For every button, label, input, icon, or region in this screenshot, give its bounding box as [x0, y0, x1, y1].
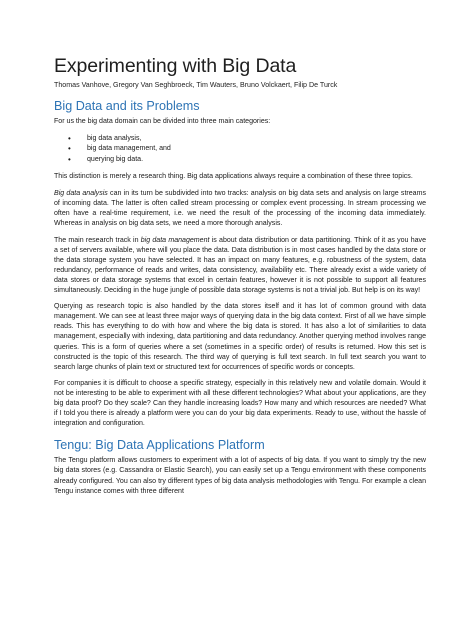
paragraph-querying: Querying as research topic is also handled by the data stores itself and it has lot of common ground with data management. We can see at least three major ways of querying data in the big data context. First of all we have simple reads. This has everything to do with how and where the big data is stored. It has also a lot of similarities to data management, especially with indexing, data partitioning and data redundancy. Another querying method involves range queries. This is a form of queries where a set (sometimes in a specific order) of results is returned. How this set is constructed is the topic of this research. The third way of querying is full text search. In full text search you want to search large chunks of plain text or structured text for occurrences of specific words or concepts. — [54, 303, 426, 371]
paragraph-text: The main research track in — [54, 236, 141, 244]
list-item: • big data analysis, — [87, 134, 426, 145]
document-title: Experimenting with Big Data — [54, 55, 297, 77]
paragraph-tengu: The Tengu platform allows customers to experiment with a lot of aspects of big data. If you want to simply try the new big data stores (e.g. Cassandra or Elastic Search), you can easily set up a Tengu environment with these components already configured. You can also try different types of big data analysis methodologies with Tengu. For example a clean Tengu instance comes with three different — [54, 457, 426, 495]
category-list — [54, 134, 426, 166]
author-list: Thomas Vanhove, Gregory Van Seghbroeck, Tim Wauters, Bruno Volckaert, Filip De Turck — [54, 81, 338, 89]
paragraph-big-data-analysis — [54, 189, 426, 229]
emphasis-term: Big data analysis — [54, 189, 108, 197]
paragraph-text: can in its turn be subdivided into two tracks: analysis on big data sets and analysis on large streams of incoming data. The latter is often called stream processing or complex event processing. In stream processing we often have a real-time requirement, i.e. we need the result of the processing of the incoming data immediately. Whereas in analysis on big data sets, we need a more thorough analysis. — [54, 189, 426, 228]
list-item: • querying big data. — [87, 155, 426, 166]
paragraph-text: is about data distribution or data partitioning. Think of it as you have a set of servers available, where will you place the data. Data distribution is in most cases handled by the data store or the data storage system you have selected. It has an impact on many features, e.g. robustness of the system, data redundancy, performance of reads and writes, data consistency, availability etc. There already exist a wide variety of data stores or data storage systems that excel in certain features, however it is not possible to support all features simultaneously. Deciding in the huge jungle of possible data storage systems is not a trivial job. But help is on its way! — [54, 236, 426, 294]
section-heading-tengu: Tengu: Big Data Applications Platform — [54, 438, 265, 453]
list-item: • big data management, and — [87, 144, 426, 155]
paragraph-companies: For companies it is difficult to choose a specific strategy, especially in this relatively new and volatile domain. Would it not be interesting to be able to experiment with all these different technologies? What about your applications, are they big data proof? Do they scale? Can they handle increasing loads? How many and which resources are needed? What if I told you there is already a platform were you can do your big data experiments. Ready to use, without the hassle of integration and configuration. — [54, 380, 426, 428]
section-heading-big-data-problems: Big Data and its Problems — [54, 99, 200, 113]
emphasis-term: big data management — [140, 236, 210, 244]
paragraph-intro: For us the big data domain can be divided into three main categories: — [54, 118, 271, 125]
paragraph-big-data-management — [54, 236, 426, 296]
paragraph-distinction: This distinction is merely a research thing. Big data applications always require a combination of these three topics. — [54, 173, 413, 181]
